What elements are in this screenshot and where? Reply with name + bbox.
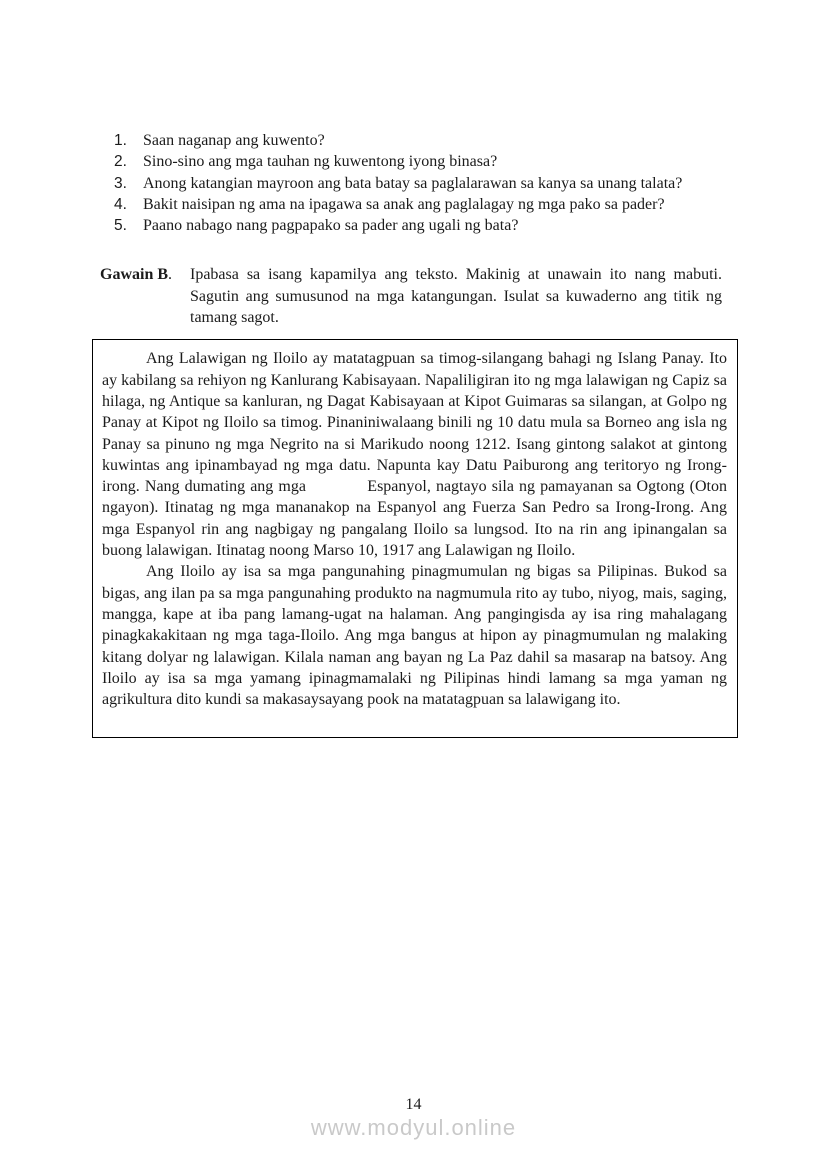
activity-instruction-section [100, 264, 722, 328]
question-number: 1. [114, 132, 127, 149]
question-list [0, 0, 722, 236]
activity-label-name: Gawain B [100, 266, 169, 284]
activity-label-period: . [168, 266, 173, 284]
watermark-text: www.modyul.online [310, 1115, 517, 1140]
question-number: 4. [114, 195, 127, 213]
question-text: Anong katangian mayroon ang bata batay sa paglalarawan sa kanya sa unang talata? [143, 174, 683, 192]
question-item-5 [114, 215, 722, 236]
question-number: 5. [114, 217, 127, 235]
activity-label [100, 264, 190, 285]
question-text: Saan naganap ang kuwento? [143, 132, 325, 149]
question-text: Bakit naisipan ng ama na ipagawa sa anak ang paglalagay ng mga pako sa pader? [143, 195, 665, 213]
page-number: 14 [405, 1096, 422, 1113]
question-item-2 [114, 151, 722, 172]
question-number: 3. [114, 174, 127, 192]
passage-paragraph-1: Ang Lalawigan ng Iloilo ay matatagpuan sa timog-silangang bahagi ng Islang Panay. Ito ay kabilang sa rehiyon ng Kanlurang Kabisayaan. Napaliligiran ito ng mga lalawigan ng Capiz sa hilaga, ng Antique sa kanluran, ng Dagat Kabisayaan at Kipot Guimaras sa silangan, at Golpo ng Panay at Kipot ng Iloilo sa timog. Pinaniniwalaang binili ng 10 datu mula sa Borneo ang isla ng Panay sa pinuno ng mga Negrito na si Marikudo noong 1212. Isang gintong salakot at gintong kuwintas ang ipinambayad ng mga datu. Napunta kay Datu Paiburong ang teritoryo ng Irong-irong. Nang dumating ang mga Espanyol, nagtayo sila ng pamayanan sa Ogtong (Oton ngayon). Itinatag ng mga mananakop na Espanyol ang Fuerza San Pedro sa Irong-Irong. Ang mga Espanyol rin ang nagbigay ng pangalang Iloilo sa lungsod. Ito na rin ang ipinangalan sa buong lalawigan. Itinatag noong Marso 10, 1917 ang Lalawigan ng Iloilo. [102, 350, 727, 560]
activity-instruction-text: Ipabasa sa isang kapamilya ang teksto. Makinig at unawain ito nang mabuti. Sagutin ang sumusunod na mga katangungan. Isulat sa kuwaderno ang titik ng tamang sagot. [190, 266, 722, 327]
passage-paragraph-2: Ang Iloilo ay isa sa mga pangunahing pinagmumulan ng bigas sa Pilipinas. Bukod sa bigas, ang ilan pa sa mga pangunahing produkto na nagmumula rito ay tubo, niyog, mais, saging, mangga, kape at iba pang lamang-ugat na halaman. Ang pangingisda ay isa ring mahalagang pinagkakakitaan ng mga taga-Iloilo. Ang mga bangus at hipon ay pinagmumulan ng malaking kitang dolyar ng lalawigan. Kilala naman ang bayan ng La Paz dahil sa masarap na batsoy. Ang Iloilo ay isa sa mga yamang ipinagmamalaki ng Pilipinas hindi lamang sa mga yaman ng agrikultura dito kundi sa makasaysayang pook na matatagpuan sa lalawigang ito. [102, 563, 727, 709]
question-number: 2. [114, 153, 127, 171]
reading-passage-box [92, 339, 738, 738]
question-item-3 [114, 173, 722, 194]
question-text: Sino-sino ang mga tauhan ng kuwentong iyong binasa? [143, 153, 498, 171]
question-text: Paano nabago nang pagpapako sa pader ang ugali ng bata? [143, 217, 519, 235]
question-item-1 [114, 130, 722, 151]
question-item-4 [114, 194, 722, 215]
